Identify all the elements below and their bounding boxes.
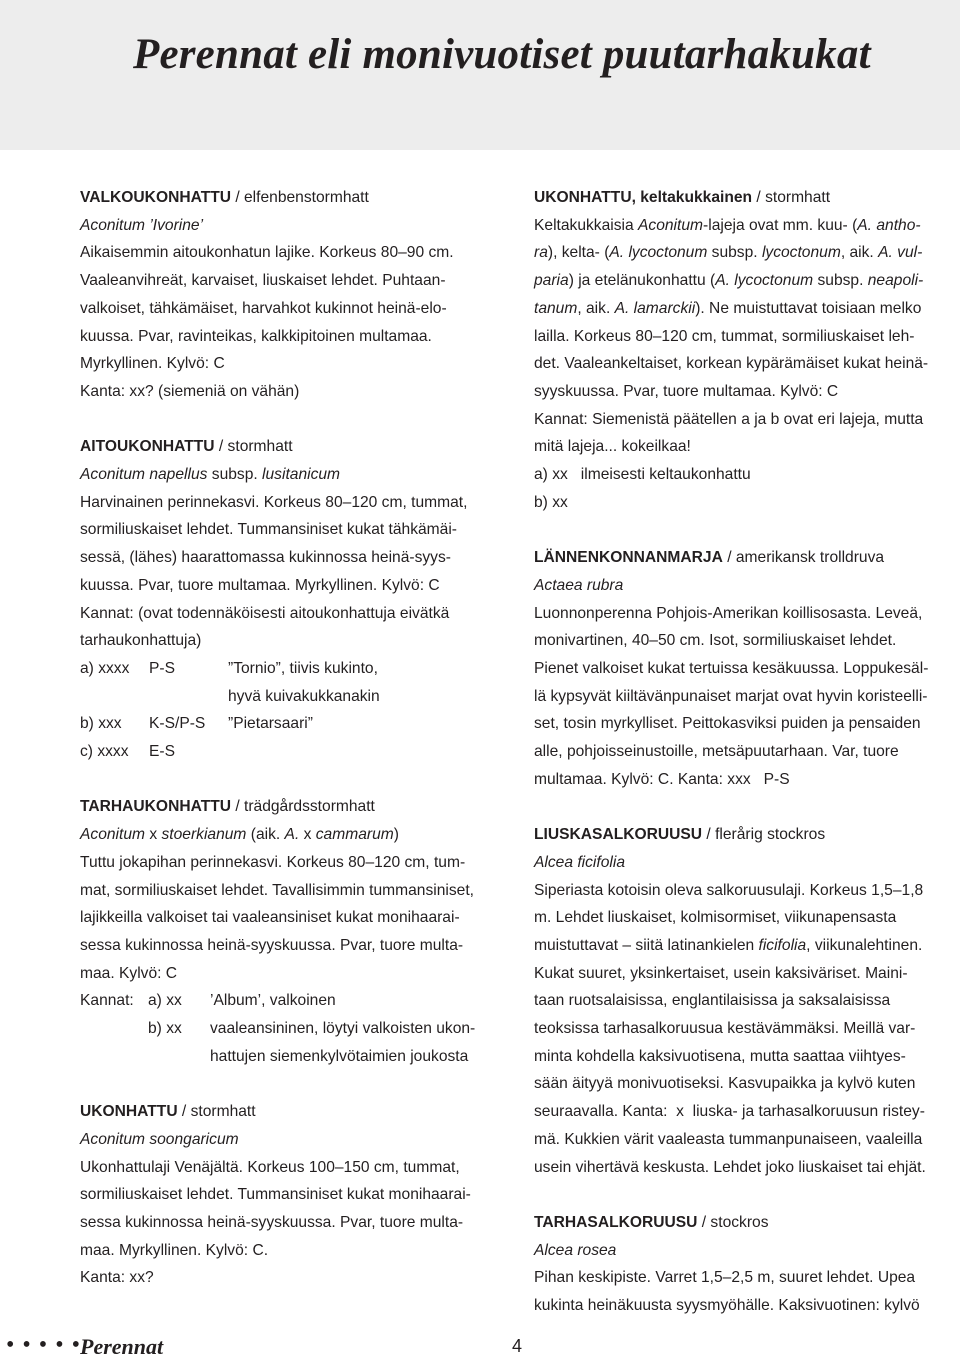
entry-name: UKONHATTU, keltakukkainen	[534, 189, 753, 206]
entry-text-line: paria) ja etelänukonhattu (A. lycoctonum subsp. neapoli-	[534, 272, 924, 290]
entry-tarhasalkoruusu	[534, 1209, 960, 1320]
entry-text-line: muistuttavat – siitä latinankielen ficifolia, viikunalehtinen.	[534, 936, 923, 954]
entry-valkoukonhattu	[80, 184, 510, 406]
footer-dots-decoration: •••••	[6, 1332, 89, 1358]
entry-text-line: tanum, aik. A. lamarckii). Ne muistuttavat toisiaan melko	[534, 299, 922, 317]
entry-text-line: seuraavalla. Kanta: x liuska- ja tarhasalkoruusun ristey-	[534, 1103, 925, 1121]
entry-latin-name: Actaea rubra	[534, 576, 624, 594]
entry-swedish-name: / flerårig stockros	[702, 826, 826, 844]
entry-latin-name: Aconitum napellus subsp. lusitanicum	[80, 466, 341, 484]
entry-text-line: mat, sormiliuskaiset lehdet. Tavallisimmin tummansiniset,	[80, 881, 475, 899]
page-footer	[0, 1332, 960, 1363]
entry-swedish-name: / trädgårdsstormhatt	[231, 798, 375, 816]
entry-text-line: b) xx	[534, 493, 568, 511]
entry-swedish-name: / amerikansk trolldruva	[722, 549, 885, 567]
entry-text-line: sessa kukinnossa heinä-syyskuussa. Pvar, tuore multa-	[80, 1213, 464, 1231]
entry-text-line: sessä, (lähes) haarattomassa kukinnossa heinä-syys-	[80, 549, 451, 567]
strain-row: a) xxxx P-S ”Tornio”, tiivis kukinto,	[80, 659, 378, 677]
strain-row: Kannat: a) xx ’Album’, valkoinen	[80, 992, 336, 1010]
left-column	[80, 184, 510, 1320]
entry-text-line: mä. Kukkien värit vaaleasta tummanpunaiseen, vaaleilla	[534, 1130, 923, 1148]
entry-aitoukonhattu	[80, 433, 510, 765]
entry-text-line: sormiliuskaiset lehdet. Tummansiniset kukat monihaarai-	[80, 1186, 471, 1204]
entry-text-line: mitä lajeja... kokeilkaa!	[534, 438, 691, 456]
entry-latin-name: Aconitum x stoerkianum (aik. A. x cammarum)	[80, 826, 399, 844]
entry-text-line: taan ruotsalaisissa, englantilaisissa ja saksalaisissa	[534, 992, 891, 1010]
entry-text-line: maa. Kylvö: C	[80, 964, 178, 982]
strain-row: c) xxxx E-S	[80, 743, 175, 761]
entry-text-line: lajikkeilla valkoiset tai vaaleansiniset kukat monihaarai-	[80, 909, 460, 927]
entry-swedish-name: / stockros	[697, 1213, 769, 1231]
entry-text-line: m. Lehdet liuskaiset, kolmisormiset, viikunapensasta	[534, 909, 897, 927]
entry-text-line: minta kohdella kaksivuotisena, mutta saattaa viihtyes-	[534, 1047, 906, 1065]
entry-text-line: Pienet valkoiset kukat tertuissa kesäkuussa. Loppukesäl-	[534, 659, 929, 677]
entry-text-line: sään äityyä monivuotiseksi. Kasvupaikka ja kylvö kuten	[534, 1075, 916, 1093]
entry-text-line: Myrkyllinen. Kylvö: C	[80, 355, 225, 373]
strain-row-continued: hyvä kuivakukkanakin	[228, 687, 380, 705]
entry-name: LIUSKASALKORUUSU	[534, 826, 703, 844]
entry-lannenkonnanmarja	[534, 544, 960, 793]
entry-text-line: Kanta: xx?	[80, 1269, 154, 1287]
entry-text-line: kuussa. Pvar, ravinteikas, kalkkipitoinen multamaa.	[80, 327, 432, 345]
entry-text-line: kuussa. Pvar, tuore multamaa. Myrkyllinen. Kylvö: C	[80, 576, 440, 594]
entry-text-line: tarhaukonhattuja)	[80, 632, 202, 650]
entry-text-line: Siperiasta kotoisin oleva salkoruusulaji. Korkeus 1,5–1,8	[534, 881, 924, 899]
entry-name: TARHAUKONHATTU	[80, 798, 232, 816]
entry-name: TARHASALKORUUSU	[534, 1213, 698, 1231]
entry-text-line: Keltakukkaisia Aconitum-lajeja ovat mm. kuu- (A. antho-	[534, 216, 921, 234]
entry-text-line: Kannat: (ovat todennäköisesti aitoukonhattuja eivätkä	[80, 604, 450, 622]
entry-text-line: Aikaisemmin aitoukonhatun lajike. Korkeus 80–90 cm.	[80, 244, 454, 262]
entry-latin-name: Alcea rosea	[534, 1241, 617, 1259]
entry-latin-name: Aconitum ’Ivorine’	[80, 216, 204, 234]
footer-section-label: Perennat	[80, 1334, 164, 1359]
entry-text-line: Harvinainen perinnekasvi. Korkeus 80–120 cm, tummat,	[80, 493, 468, 511]
page-title: Perennat eli monivuotiset puutarhakukat	[133, 31, 871, 78]
entry-swedish-name: / elfenbenstormhatt	[231, 189, 369, 206]
entry-latin-name: Aconitum soongaricum	[80, 1130, 239, 1148]
entry-ukonhattu	[80, 1098, 510, 1292]
entry-text-line: teoksissa tarhasalkoruusua kestävämmäksi. Meillä var-	[534, 1020, 916, 1038]
entry-swedish-name: / stormhatt	[177, 1103, 256, 1121]
entry-swedish-name: / stormhatt	[752, 189, 831, 206]
entry-text-line: lailla. Korkeus 80–120 cm, tummat, sormiliuskaiset leh-	[534, 327, 915, 345]
entry-text-line: set, tosin myrkylliset. Peittokasviksi puiden ja pensaiden	[534, 715, 921, 733]
entry-text-line: Vaaleanvihreät, karvaiset, liuskaiset lehdet. Puhtaan-	[80, 272, 446, 290]
strain-row: b) xxx K-S/P-S ”Pietarsaari”	[80, 715, 313, 733]
entry-text-line: a) xx ilmeisesti keltaukonhattu	[534, 466, 751, 484]
entry-text-line: sormiliuskaiset lehdet. Tummansiniset kukat tähkämäi-	[80, 521, 457, 539]
entry-text-line: Tuttu jokapihan perinnekasvi. Korkeus 80–120 cm, tum-	[80, 853, 466, 871]
right-column	[534, 184, 960, 1347]
entry-text-line: alle, pohjoisseinustoille, metsäpuutarhaan. Var, tuore	[534, 743, 899, 761]
entry-name: VALKOUKONHATTU	[80, 189, 232, 206]
entry-ukonhattu-keltakukkainen	[534, 184, 960, 516]
entry-text-line: det. Vaaleankeltaiset, korkean kypärämäiset kukat heinä-	[534, 355, 929, 373]
entry-text-line: Pihan keskipiste. Varret 1,5–2,5 m, suuret lehdet. Upea	[534, 1269, 916, 1287]
entry-text-line: Ukonhattulaji Venäjältä. Korkeus 100–150 cm, tummat,	[80, 1158, 460, 1176]
entry-liuskasalkoruusu	[534, 821, 960, 1181]
entry-text-line: sessa kukinnossa heinä-syyskuussa. Pvar, tuore multa-	[80, 936, 464, 954]
entry-latin-name: Alcea ficifolia	[534, 853, 626, 871]
entry-text-line: Luonnonperenna Pohjois-Amerikan koillisosasta. Leveä,	[534, 604, 923, 622]
entry-text-line: ra), kelta- (A. lycoctonum subsp. lycoctonum, aik. A. vul-	[534, 244, 923, 262]
entry-text-line: Kukat suuret, yksinkertaiset, usein kaksiväriset. Maini-	[534, 964, 908, 982]
entry-text-line: Kannat: Siemenistä päätellen a ja b ovat eri lajeja, mutta	[534, 410, 924, 428]
entry-text-line: kukinta heinäkuusta syysmyöhälle. Kaksivuotinen: kylvö	[534, 1297, 920, 1315]
entry-text-line: maa. Myrkyllinen. Kylvö: C.	[80, 1241, 269, 1259]
entry-name: AITOUKONHATTU	[80, 438, 215, 456]
strain-row-continued: hattujen siemenkylvötaimien joukosta	[210, 1047, 469, 1065]
entry-name: UKONHATTU	[80, 1103, 178, 1121]
entry-text-line: monivartinen, 40–50 cm. Isot, sormiliuskaiset lehdet.	[534, 632, 897, 650]
page-number: 4	[512, 1336, 523, 1356]
entry-text-line: lä kypsyvät kiiltävänpunaiset marjat ovat hyvin koristeelli-	[534, 687, 928, 705]
entry-text-line: valkoiset, tähkämäiset, harvahkot kukinnot heinä-elo-	[80, 299, 447, 317]
entry-swedish-name: / stormhatt	[214, 438, 293, 456]
entry-text-line: usein vihertävä keskusta. Lehdet joko liuskaiset tai ehjät.	[534, 1158, 926, 1176]
entry-text-line: multamaa. Kylvö: C. Kanta: xxx P-S	[534, 770, 790, 788]
entry-text-line: syyskuussa. Pvar, tuore multamaa. Kylvö: C	[534, 382, 839, 400]
entry-text-line: Kanta: xx? (siemeniä on vähän)	[80, 382, 300, 400]
entry-name: LÄNNENKONNANMARJA	[534, 549, 723, 567]
entry-tarhaukonhattu	[80, 793, 510, 1070]
strain-row: b) xx vaaleansininen, löytyi valkoisten ukon-	[148, 1020, 476, 1038]
